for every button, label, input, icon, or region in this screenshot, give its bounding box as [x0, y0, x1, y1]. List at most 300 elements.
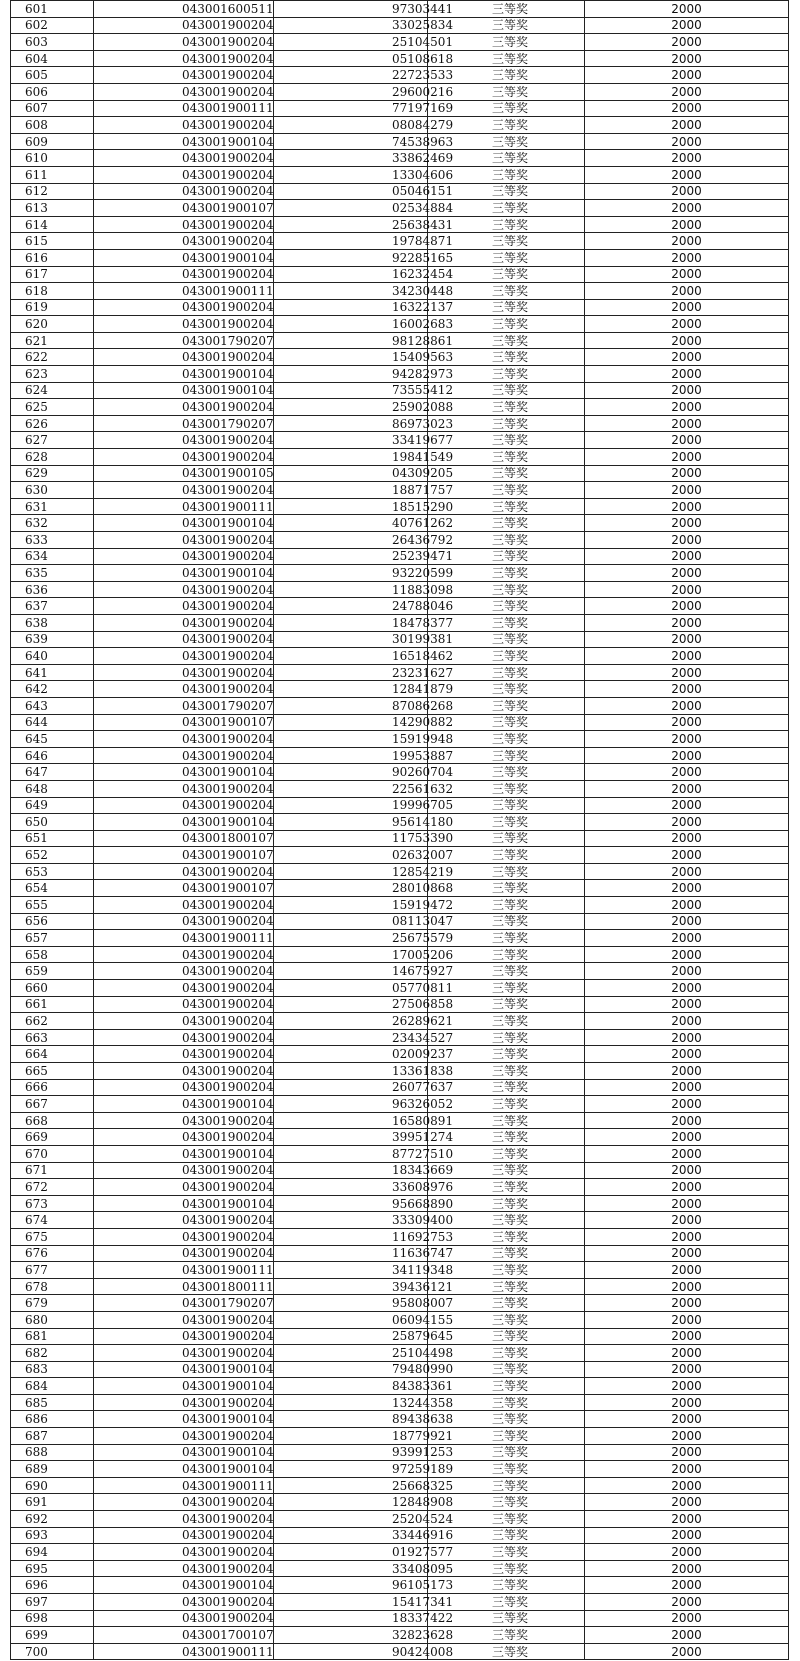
table-row [11, 67, 789, 84]
seq-number-cell: 639 [11, 631, 94, 648]
prize-level-cell: 三等奖 [428, 1361, 585, 1378]
prize-amount-cell: 2000 [585, 1046, 789, 1063]
table-row [11, 847, 789, 864]
table-row [11, 117, 789, 134]
prize-amount-cell: 2000 [585, 614, 789, 631]
seq-number-cell: 625 [11, 399, 94, 416]
ticket-number-cell: 97259189 [274, 1461, 428, 1478]
prize-amount-cell: 2000 [585, 565, 789, 582]
prize-amount-cell: 2000 [585, 515, 789, 532]
table-row [11, 1494, 789, 1511]
prize-level-cell: 三等奖 [428, 183, 585, 200]
table-row [11, 100, 789, 117]
ticket-number-cell: 19996705 [274, 797, 428, 814]
prize-amount-cell: 2000 [585, 67, 789, 84]
ticket-number-cell: 18515290 [274, 498, 428, 515]
prize-level-cell: 三等奖 [428, 714, 585, 731]
unit-code-cell: 043001900204 [94, 980, 274, 997]
prize-level-cell: 三等奖 [428, 150, 585, 167]
seq-number-cell: 671 [11, 1162, 94, 1179]
prize-level-cell: 三等奖 [428, 216, 585, 233]
prize-amount-cell: 2000 [585, 1494, 789, 1511]
prize-amount-cell: 2000 [585, 913, 789, 930]
seq-number-cell: 664 [11, 1046, 94, 1063]
table-row [11, 764, 789, 781]
ticket-number-cell: 06094155 [274, 1311, 428, 1328]
table-row [11, 747, 789, 764]
prize-level-cell: 三等奖 [428, 399, 585, 416]
prize-amount-cell: 2000 [585, 1345, 789, 1362]
ticket-number-cell: 33608976 [274, 1179, 428, 1196]
seq-number-cell: 661 [11, 996, 94, 1013]
prize-amount-cell: 2000 [585, 1145, 789, 1162]
prize-amount-cell: 2000 [585, 548, 789, 565]
seq-number-cell: 633 [11, 532, 94, 549]
prize-level-cell: 三等奖 [428, 449, 585, 466]
table-row [11, 1345, 789, 1362]
ticket-number-cell: 15409563 [274, 349, 428, 366]
seq-number-cell: 700 [11, 1643, 94, 1660]
prize-level-cell: 三等奖 [428, 1245, 585, 1262]
ticket-number-cell: 16322137 [274, 299, 428, 316]
prize-winners-table [10, 0, 789, 1660]
ticket-number-cell: 96326052 [274, 1096, 428, 1113]
prize-level-cell: 三等奖 [428, 266, 585, 283]
seq-number-cell: 696 [11, 1577, 94, 1594]
unit-code-cell: 043001900104 [94, 1411, 274, 1428]
prize-level-cell: 三等奖 [428, 863, 585, 880]
unit-code-cell: 043001790207 [94, 697, 274, 714]
unit-code-cell: 043001900204 [94, 1328, 274, 1345]
table-row [11, 1245, 789, 1262]
prize-level-cell: 三等奖 [428, 797, 585, 814]
unit-code-cell: 043001900204 [94, 614, 274, 631]
unit-code-cell: 043001900104 [94, 1378, 274, 1395]
table-row [11, 316, 789, 333]
seq-number-cell: 688 [11, 1444, 94, 1461]
unit-code-cell: 043001900204 [94, 1212, 274, 1229]
prize-level-cell: 三等奖 [428, 747, 585, 764]
ticket-number-cell: 02632007 [274, 847, 428, 864]
prize-winners-table-body [11, 1, 789, 1660]
ticket-number-cell: 02009237 [274, 1046, 428, 1063]
ticket-number-cell: 17005206 [274, 946, 428, 963]
prize-amount-cell: 2000 [585, 847, 789, 864]
prize-amount-cell: 2000 [585, 1013, 789, 1030]
table-row [11, 299, 789, 316]
seq-number-cell: 698 [11, 1610, 94, 1627]
prize-level-cell: 三等奖 [428, 1378, 585, 1395]
seq-number-cell: 602 [11, 17, 94, 34]
prize-level-cell: 三等奖 [428, 764, 585, 781]
seq-number-cell: 628 [11, 449, 94, 466]
prize-amount-cell: 2000 [585, 349, 789, 366]
seq-number-cell: 692 [11, 1511, 94, 1528]
prize-amount-cell: 2000 [585, 1328, 789, 1345]
prize-level-cell: 三等奖 [428, 515, 585, 532]
table-row [11, 1577, 789, 1594]
seq-number-cell: 645 [11, 731, 94, 748]
seq-number-cell: 647 [11, 764, 94, 781]
prize-amount-cell: 2000 [585, 100, 789, 117]
unit-code-cell: 043001900204 [94, 897, 274, 914]
ticket-number-cell: 90260704 [274, 764, 428, 781]
prize-level-cell: 三等奖 [428, 117, 585, 134]
table-row [11, 1511, 789, 1528]
unit-code-cell: 043001900111 [94, 100, 274, 117]
table-row [11, 548, 789, 565]
seq-number-cell: 601 [11, 1, 94, 18]
seq-number-cell: 635 [11, 565, 94, 582]
unit-code-cell: 043001900204 [94, 17, 274, 34]
unit-code-cell: 043001900204 [94, 963, 274, 980]
prize-level-cell: 三等奖 [428, 963, 585, 980]
prize-amount-cell: 2000 [585, 747, 789, 764]
ticket-number-cell: 86973023 [274, 415, 428, 432]
prize-amount-cell: 2000 [585, 1527, 789, 1544]
unit-code-cell: 043001900204 [94, 1112, 274, 1129]
ticket-number-cell: 33408095 [274, 1560, 428, 1577]
unit-code-cell: 043001900104 [94, 1577, 274, 1594]
prize-amount-cell: 2000 [585, 664, 789, 681]
prize-amount-cell: 2000 [585, 1361, 789, 1378]
table-row [11, 432, 789, 449]
prize-amount-cell: 2000 [585, 1411, 789, 1428]
unit-code-cell: 043001900204 [94, 50, 274, 67]
prize-amount-cell: 2000 [585, 1129, 789, 1146]
prize-amount-cell: 2000 [585, 996, 789, 1013]
ticket-number-cell: 96105173 [274, 1577, 428, 1594]
seq-number-cell: 627 [11, 432, 94, 449]
seq-number-cell: 668 [11, 1112, 94, 1129]
unit-code-cell: 043001900104 [94, 366, 274, 383]
ticket-number-cell: 11753390 [274, 830, 428, 847]
prize-level-cell: 三等奖 [428, 946, 585, 963]
prize-level-cell: 三等奖 [428, 532, 585, 549]
table-row [11, 996, 789, 1013]
prize-amount-cell: 2000 [585, 1444, 789, 1461]
prize-amount-cell: 2000 [585, 283, 789, 300]
prize-level-cell: 三等奖 [428, 1046, 585, 1063]
seq-number-cell: 687 [11, 1428, 94, 1445]
table-row [11, 1278, 789, 1295]
seq-number-cell: 630 [11, 482, 94, 499]
ticket-number-cell: 28010868 [274, 880, 428, 897]
prize-level-cell: 三等奖 [428, 581, 585, 598]
unit-code-cell: 043001800111 [94, 1278, 274, 1295]
unit-code-cell: 043001790207 [94, 332, 274, 349]
seq-number-cell: 675 [11, 1228, 94, 1245]
seq-number-cell: 623 [11, 366, 94, 383]
unit-code-cell: 043001900204 [94, 1046, 274, 1063]
ticket-number-cell: 94282973 [274, 366, 428, 383]
prize-level-cell: 三等奖 [428, 1627, 585, 1644]
seq-number-cell: 656 [11, 913, 94, 930]
ticket-number-cell: 92285165 [274, 249, 428, 266]
ticket-number-cell: 13244358 [274, 1394, 428, 1411]
unit-code-cell: 043001700107 [94, 1627, 274, 1644]
ticket-number-cell: 93220599 [274, 565, 428, 582]
ticket-number-cell: 29600216 [274, 83, 428, 100]
table-row [11, 681, 789, 698]
prize-amount-cell: 2000 [585, 946, 789, 963]
seq-number-cell: 665 [11, 1063, 94, 1080]
ticket-number-cell: 13304606 [274, 166, 428, 183]
seq-number-cell: 685 [11, 1394, 94, 1411]
seq-number-cell: 655 [11, 897, 94, 914]
seq-number-cell: 677 [11, 1262, 94, 1279]
prize-amount-cell: 2000 [585, 465, 789, 482]
unit-code-cell: 043001900204 [94, 1079, 274, 1096]
prize-amount-cell: 2000 [585, 1, 789, 18]
ticket-number-cell: 12848908 [274, 1494, 428, 1511]
unit-code-cell: 043001900204 [94, 1394, 274, 1411]
prize-amount-cell: 2000 [585, 697, 789, 714]
prize-level-cell: 三等奖 [428, 1444, 585, 1461]
prize-amount-cell: 2000 [585, 1029, 789, 1046]
ticket-number-cell: 05108618 [274, 50, 428, 67]
prize-level-cell: 三等奖 [428, 1079, 585, 1096]
prize-amount-cell: 2000 [585, 482, 789, 499]
table-row [11, 1643, 789, 1660]
table-row [11, 532, 789, 549]
unit-code-cell: 043001900204 [94, 946, 274, 963]
table-row [11, 233, 789, 250]
unit-code-cell: 043001800107 [94, 830, 274, 847]
prize-level-cell: 三等奖 [428, 1311, 585, 1328]
ticket-number-cell: 39436121 [274, 1278, 428, 1295]
prize-amount-cell: 2000 [585, 299, 789, 316]
ticket-number-cell: 15919948 [274, 731, 428, 748]
table-row [11, 1627, 789, 1644]
table-row [11, 1477, 789, 1494]
table-row [11, 863, 789, 880]
table-row [11, 133, 789, 150]
prize-amount-cell: 2000 [585, 880, 789, 897]
prize-level-cell: 三等奖 [428, 366, 585, 383]
seq-number-cell: 653 [11, 863, 94, 880]
unit-code-cell: 043001900111 [94, 1477, 274, 1494]
ticket-number-cell: 23434527 [274, 1029, 428, 1046]
ticket-number-cell: 11883098 [274, 581, 428, 598]
table-row [11, 731, 789, 748]
unit-code-cell: 043001900204 [94, 631, 274, 648]
prize-level-cell: 三等奖 [428, 1494, 585, 1511]
table-row [11, 465, 789, 482]
table-row [11, 1, 789, 18]
prize-amount-cell: 2000 [585, 863, 789, 880]
ticket-number-cell: 19841549 [274, 449, 428, 466]
seq-number-cell: 622 [11, 349, 94, 366]
unit-code-cell: 043001900204 [94, 1013, 274, 1030]
prize-amount-cell: 2000 [585, 1594, 789, 1611]
prize-level-cell: 三等奖 [428, 1544, 585, 1561]
prize-level-cell: 三等奖 [428, 498, 585, 515]
prize-amount-cell: 2000 [585, 1295, 789, 1312]
prize-level-cell: 三等奖 [428, 67, 585, 84]
ticket-number-cell: 08084279 [274, 117, 428, 134]
unit-code-cell: 043001900204 [94, 532, 274, 549]
prize-level-cell: 三等奖 [428, 830, 585, 847]
ticket-number-cell: 25675579 [274, 930, 428, 947]
ticket-number-cell: 73555412 [274, 382, 428, 399]
ticket-number-cell: 22723533 [274, 67, 428, 84]
prize-level-cell: 三等奖 [428, 283, 585, 300]
seq-number-cell: 674 [11, 1212, 94, 1229]
unit-code-cell: 043001900204 [94, 1511, 274, 1528]
prize-amount-cell: 2000 [585, 1262, 789, 1279]
prize-amount-cell: 2000 [585, 332, 789, 349]
seq-number-cell: 620 [11, 316, 94, 333]
unit-code-cell: 043001790207 [94, 1295, 274, 1312]
seq-number-cell: 637 [11, 598, 94, 615]
seq-number-cell: 618 [11, 283, 94, 300]
seq-number-cell: 612 [11, 183, 94, 200]
prize-level-cell: 三等奖 [428, 332, 585, 349]
table-row [11, 1063, 789, 1080]
seq-number-cell: 621 [11, 332, 94, 349]
unit-code-cell: 043001900204 [94, 1610, 274, 1627]
seq-number-cell: 691 [11, 1494, 94, 1511]
unit-code-cell: 043001900204 [94, 1179, 274, 1196]
table-row [11, 415, 789, 432]
table-row [11, 1212, 789, 1229]
prize-amount-cell: 2000 [585, 1577, 789, 1594]
prize-level-cell: 三等奖 [428, 1461, 585, 1478]
prize-level-cell: 三等奖 [428, 930, 585, 947]
unit-code-cell: 043001900104 [94, 1361, 274, 1378]
table-row [11, 1527, 789, 1544]
ticket-number-cell: 15417341 [274, 1594, 428, 1611]
prize-level-cell: 三等奖 [428, 1029, 585, 1046]
unit-code-cell: 043001900111 [94, 930, 274, 947]
prize-amount-cell: 2000 [585, 50, 789, 67]
seq-number-cell: 697 [11, 1594, 94, 1611]
ticket-number-cell: 34119348 [274, 1262, 428, 1279]
ticket-number-cell: 08113047 [274, 913, 428, 930]
unit-code-cell: 043001900111 [94, 283, 274, 300]
ticket-number-cell: 79480990 [274, 1361, 428, 1378]
table-row [11, 1328, 789, 1345]
unit-code-cell: 043001900104 [94, 565, 274, 582]
seq-number-cell: 617 [11, 266, 94, 283]
prize-amount-cell: 2000 [585, 34, 789, 51]
seq-number-cell: 672 [11, 1179, 94, 1196]
table-row [11, 1378, 789, 1395]
prize-level-cell: 三等奖 [428, 1328, 585, 1345]
table-row [11, 283, 789, 300]
prize-level-cell: 三等奖 [428, 382, 585, 399]
seq-number-cell: 646 [11, 747, 94, 764]
unit-code-cell: 043001900204 [94, 266, 274, 283]
unit-code-cell: 043001900104 [94, 249, 274, 266]
seq-number-cell: 669 [11, 1129, 94, 1146]
prize-amount-cell: 2000 [585, 930, 789, 947]
seq-number-cell: 603 [11, 34, 94, 51]
seq-number-cell: 654 [11, 880, 94, 897]
ticket-number-cell: 16518462 [274, 648, 428, 665]
unit-code-cell: 043001900204 [94, 34, 274, 51]
prize-level-cell: 三等奖 [428, 1560, 585, 1577]
prize-amount-cell: 2000 [585, 1511, 789, 1528]
prize-level-cell: 三等奖 [428, 1411, 585, 1428]
ticket-number-cell: 14290882 [274, 714, 428, 731]
seq-number-cell: 680 [11, 1311, 94, 1328]
prize-amount-cell: 2000 [585, 731, 789, 748]
prize-level-cell: 三等奖 [428, 1145, 585, 1162]
prize-level-cell: 三等奖 [428, 648, 585, 665]
unit-code-cell: 043001900204 [94, 780, 274, 797]
seq-number-cell: 629 [11, 465, 94, 482]
prize-amount-cell: 2000 [585, 83, 789, 100]
seq-number-cell: 689 [11, 1461, 94, 1478]
prize-level-cell: 三等奖 [428, 1063, 585, 1080]
table-row [11, 648, 789, 665]
table-row [11, 266, 789, 283]
prize-amount-cell: 2000 [585, 1378, 789, 1395]
unit-code-cell: 043001900204 [94, 1345, 274, 1362]
prize-level-cell: 三等奖 [428, 1594, 585, 1611]
prize-amount-cell: 2000 [585, 1179, 789, 1196]
ticket-number-cell: 24788046 [274, 598, 428, 615]
seq-number-cell: 693 [11, 1527, 94, 1544]
prize-amount-cell: 2000 [585, 249, 789, 266]
prize-level-cell: 三等奖 [428, 1345, 585, 1362]
prize-level-cell: 三等奖 [428, 50, 585, 67]
unit-code-cell: 043001900204 [94, 349, 274, 366]
prize-amount-cell: 2000 [585, 183, 789, 200]
seq-number-cell: 614 [11, 216, 94, 233]
prize-amount-cell: 2000 [585, 681, 789, 698]
table-row [11, 349, 789, 366]
prize-level-cell: 三等奖 [428, 996, 585, 1013]
unit-code-cell: 043001900204 [94, 233, 274, 250]
unit-code-cell: 043001900204 [94, 216, 274, 233]
unit-code-cell: 043001900204 [94, 299, 274, 316]
table-row [11, 913, 789, 930]
seq-number-cell: 610 [11, 150, 94, 167]
table-row [11, 482, 789, 499]
unit-code-cell: 043001900104 [94, 1096, 274, 1113]
ticket-number-cell: 16002683 [274, 316, 428, 333]
prize-level-cell: 三等奖 [428, 598, 585, 615]
prize-amount-cell: 2000 [585, 133, 789, 150]
seq-number-cell: 681 [11, 1328, 94, 1345]
table-row [11, 1394, 789, 1411]
prize-level-cell: 三等奖 [428, 1, 585, 18]
prize-amount-cell: 2000 [585, 1278, 789, 1295]
ticket-number-cell: 33862469 [274, 150, 428, 167]
prize-amount-cell: 2000 [585, 598, 789, 615]
seq-number-cell: 640 [11, 648, 94, 665]
prize-level-cell: 三等奖 [428, 614, 585, 631]
unit-code-cell: 043001900204 [94, 482, 274, 499]
prize-amount-cell: 2000 [585, 1245, 789, 1262]
table-row [11, 50, 789, 67]
prize-level-cell: 三等奖 [428, 681, 585, 698]
unit-code-cell: 043001900204 [94, 681, 274, 698]
ticket-number-cell: 98128861 [274, 332, 428, 349]
unit-code-cell: 043001900105 [94, 465, 274, 482]
table-row [11, 34, 789, 51]
unit-code-cell: 043001900204 [94, 117, 274, 134]
seq-number-cell: 626 [11, 415, 94, 432]
table-row [11, 1361, 789, 1378]
prize-level-cell: 三等奖 [428, 913, 585, 930]
seq-number-cell: 659 [11, 963, 94, 980]
prize-amount-cell: 2000 [585, 266, 789, 283]
table-row [11, 1112, 789, 1129]
